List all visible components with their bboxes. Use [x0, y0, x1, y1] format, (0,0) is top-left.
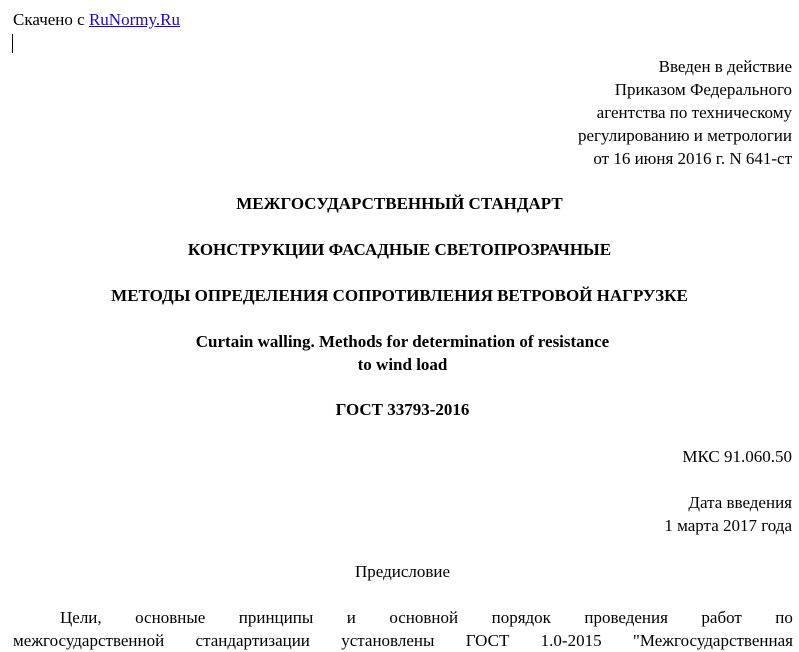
word: стандартизации [195, 631, 310, 650]
word: ГОСТ [465, 631, 510, 650]
source-prefix: Скачено с [13, 10, 85, 29]
standard-type-heading: МЕЖГОСУДАРСТВЕННЫЙ СТАНДАРТ [236, 194, 563, 213]
paragraph-line [13, 606, 793, 629]
word: "Межгосударственная [632, 631, 793, 650]
approval-block [578, 55, 792, 170]
approval-line: регулированию и метрологии [577, 126, 792, 145]
word: основные [135, 608, 206, 627]
mks-code: МКС 91.060.50 [682, 447, 792, 466]
word: основной [389, 608, 459, 627]
standard-subject-heading: КОНСТРУКЦИИ ФАСАДНЫЕ СВЕТОПРОЗРАЧНЫЕ [187, 240, 612, 259]
standard-methods-heading: МЕТОДЫ ОПРЕДЕЛЕНИЯ СОПРОТИВЛЕНИЯ ВЕТРОВОЙ НАГРУЗКЕ [111, 286, 688, 305]
word: проведения [584, 608, 668, 627]
word: и [346, 608, 356, 627]
english-title-line-2: to wind load [357, 355, 448, 374]
approval-line: агентства по техническому [596, 103, 792, 122]
preface-heading: Предисловие [354, 562, 451, 581]
approval-line: Приказом Федерального [614, 80, 792, 99]
approval-line: Введен в действие [658, 57, 792, 76]
english-title-line-1: Curtain walling. Methods for determination of resistance [195, 332, 610, 351]
paragraph-line [13, 629, 793, 652]
source-link[interactable]: RuNormy.Ru [88, 10, 180, 29]
word: работ [701, 608, 742, 627]
approval-line: от 16 июня 2016 г. N 641-ст [593, 149, 792, 168]
text-cursor [12, 34, 13, 53]
intro-date-label: Дата введения [688, 493, 792, 512]
standard-code: ГОСТ 33793-2016 [335, 400, 470, 419]
word: по [775, 608, 793, 627]
preface-paragraph [13, 606, 793, 652]
word: Цели, [60, 608, 102, 627]
word: принципы [238, 608, 314, 627]
source-attribution [13, 8, 180, 31]
word: установлены [341, 631, 435, 650]
intro-date-value: 1 марта 2017 года [664, 516, 792, 535]
word: порядок [491, 608, 551, 627]
word: межгосударственной [13, 631, 165, 650]
word: 1.0-2015 [540, 631, 602, 650]
